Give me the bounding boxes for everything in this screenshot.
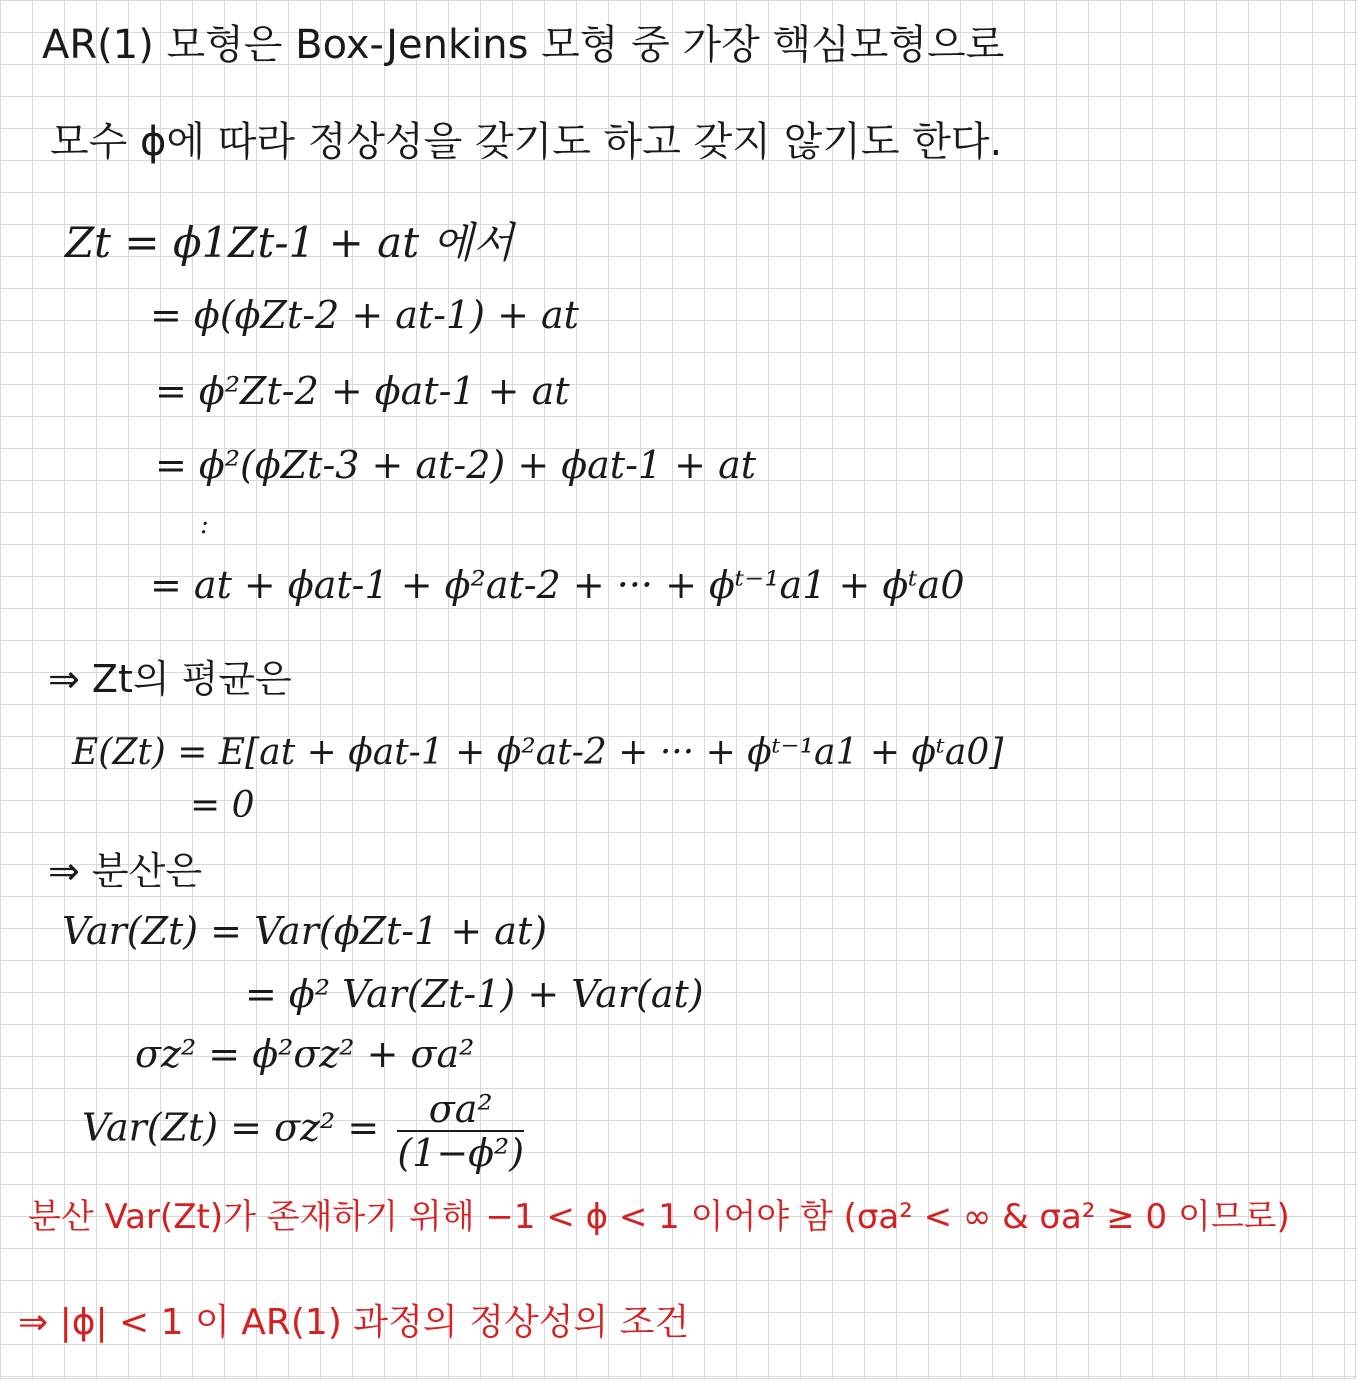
derivation-line-4: = ϕ²(ϕZt-3 + at-2) + ϕat-1 + at	[155, 443, 757, 487]
variance-line-1: Var(Zt) = Var(ϕZt-1 + at)	[62, 909, 548, 953]
variance-fraction-denominator: (1−ϕ²)	[397, 1131, 525, 1175]
mean-heading: ⇒ Zt의 평균은	[48, 657, 292, 701]
variance-fraction-numerator: σa²	[397, 1090, 524, 1132]
derivation-line-1: Zt = ϕ1Zt-1 + at 에서	[65, 218, 514, 267]
conclusion-line-2: ⇒ |ϕ| < 1 이 AR(1) 과정의 정상성의 조건	[18, 1302, 690, 1343]
mean-line-2: = 0	[190, 785, 255, 826]
derivation-line-3: = ϕ²Zt-2 + ϕat-1 + at	[155, 369, 570, 413]
conclusion-line-1: 분산 Var(Zt)가 존재하기 위해 −1 < ϕ < 1 이어야 함 (σa² < ∞ & σa² ≥ 0 이므로)	[28, 1197, 1290, 1237]
mean-line-1: E(Zt) = E[at + ϕat-1 + ϕ²at-2 + ··· + ϕᵗ⁻¹a1 + ϕᵗa0]	[72, 732, 1004, 773]
variance-line-2: = ϕ² Var(Zt-1) + Var(at)	[245, 972, 704, 1016]
intro-line-1: AR(1) 모형은 Box-Jenkins 모형 중 가장 핵심모형으로	[42, 22, 1005, 68]
derivation-line-2: = ϕ(ϕZt-2 + at-1) + at	[150, 293, 579, 337]
variance-line-4-left: Var(Zt) = σz² =	[82, 1105, 380, 1150]
variance-heading: ⇒ 분산은	[48, 849, 203, 893]
derivation-line-5: = at + ϕat-1 + ϕ²at-2 + ··· + ϕᵗ⁻¹a1 + ϕᵗa0	[150, 563, 965, 607]
derivation-dots: :	[200, 510, 209, 540]
variance-line-4	[82, 1087, 525, 1175]
intro-line-2: 모수 ϕ에 따라 정상성을 갖기도 하고 갖지 않기도 한다.	[50, 119, 1003, 165]
variance-line-3: σz² = ϕ²σz² + σa²	[135, 1032, 475, 1076]
variance-fraction	[397, 1087, 525, 1175]
